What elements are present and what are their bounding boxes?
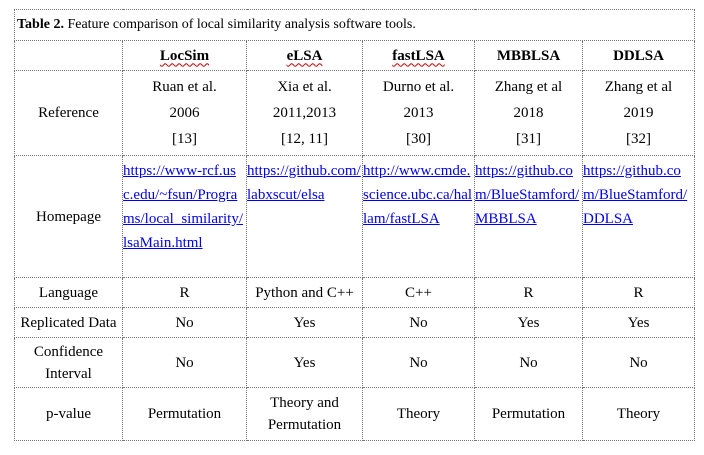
confidence-interval-row	[15, 338, 695, 388]
language-cell: C++	[363, 278, 475, 308]
p-value-cell: Theory and Permutation	[247, 388, 363, 441]
header-row	[15, 41, 695, 71]
reference-cell	[247, 71, 363, 156]
header-ddlsa	[583, 41, 695, 71]
reference-cell	[583, 71, 695, 156]
language-label: Language	[15, 278, 123, 308]
caption-label: Table 2.	[17, 17, 64, 32]
homepage-link-mbblsa[interactable]: https://github.com/BlueStamford/MBBLSA	[475, 163, 580, 227]
header-ddlsa-text: DDLSA	[613, 47, 664, 64]
homepage-cell	[475, 156, 583, 278]
confidence-interval-label	[15, 338, 123, 388]
reference-authors: Zhang et al	[494, 79, 563, 95]
reference-authors: Durno et al.	[382, 79, 455, 95]
homepage-cell	[363, 156, 475, 278]
confidence-interval-cell: No	[475, 338, 583, 388]
homepage-link-elsa[interactable]: https://github.com/labxscut/elsa	[247, 163, 361, 203]
language-cell: R	[123, 278, 247, 308]
reference-authors: Zhang et al	[604, 79, 673, 95]
homepage-label: Homepage	[15, 156, 123, 278]
p-value-row	[15, 388, 695, 441]
header-elsa	[247, 41, 363, 71]
confidence-interval-cell: No	[363, 338, 475, 388]
confidence-interval-cell: No	[123, 338, 247, 388]
reference-cite: [12, 11]	[281, 131, 328, 147]
language-cell: R	[583, 278, 695, 308]
reference-cell	[475, 71, 583, 156]
header-fastlsa	[363, 41, 475, 71]
header-mbblsa-text: MBBLSA	[496, 47, 561, 64]
homepage-link-ddlsa[interactable]: https://github.com/BlueStamford/DDLSA	[583, 163, 688, 227]
reference-cite: [32]	[626, 131, 651, 147]
confidence-interval-cell: No	[583, 338, 695, 388]
reference-cite: [31]	[516, 131, 541, 147]
caption-text: Feature comparison of local similarity analysis software tools.	[63, 17, 416, 32]
p-value-label: p-value	[15, 388, 123, 441]
header-empty-cell	[15, 41, 123, 71]
homepage-cell	[583, 156, 695, 278]
reference-authors: Ruan et al.	[152, 79, 217, 95]
replicated-data-label: Replicated Data	[15, 308, 123, 338]
homepage-row	[15, 156, 695, 278]
reference-cite: [30]	[406, 131, 431, 147]
reference-year: 2018	[513, 105, 544, 121]
confidence-interval-cell: Yes	[247, 338, 363, 388]
confidence-label-line2: Interval	[45, 365, 92, 382]
replicated-data-row	[15, 308, 695, 338]
reference-year: 2019	[623, 105, 654, 121]
p-value-cell: Theory	[363, 388, 475, 441]
homepage-cell	[247, 156, 363, 278]
p-value-cell: Permutation	[123, 388, 247, 441]
homepage-link-locsim[interactable]: https://www-rcf.usc.edu/~fsun/Programs/local_similarity/lsaMain.html	[123, 163, 243, 251]
feature-comparison-table-frame	[14, 9, 694, 439]
feature-comparison-table	[14, 9, 695, 441]
language-row	[15, 278, 695, 308]
homepage-cell	[123, 156, 247, 278]
reference-authors: Xia et al.	[277, 79, 332, 95]
language-cell: R	[475, 278, 583, 308]
reference-year: 2006	[169, 105, 200, 121]
reference-year: 2013	[403, 105, 434, 121]
header-locsim	[123, 41, 247, 71]
header-elsa-text: eLSA	[286, 47, 323, 64]
header-locsim-text: LocSim	[159, 47, 210, 64]
header-mbblsa	[475, 41, 583, 71]
p-value-cell: Theory	[583, 388, 695, 441]
language-cell: Python and C++	[247, 278, 363, 308]
replicated-data-cell: Yes	[583, 308, 695, 338]
replicated-data-cell: Yes	[475, 308, 583, 338]
table-caption	[15, 10, 695, 41]
confidence-label-line1: Confidence	[33, 343, 104, 360]
replicated-data-cell: No	[123, 308, 247, 338]
homepage-link-fastlsa[interactable]: http://www.cmde.science.ubc.ca/hallam/fastLSA	[363, 163, 473, 227]
replicated-data-cell: No	[363, 308, 475, 338]
reference-cell	[123, 71, 247, 156]
reference-cell	[363, 71, 475, 156]
reference-cite: [13]	[172, 131, 197, 147]
p-value-cell: Permutation	[475, 388, 583, 441]
replicated-data-cell: Yes	[247, 308, 363, 338]
reference-label: Reference	[15, 71, 123, 156]
reference-year: 2011,2013	[272, 105, 337, 121]
header-fastlsa-text: fastLSA	[392, 47, 445, 64]
reference-row	[15, 71, 695, 156]
